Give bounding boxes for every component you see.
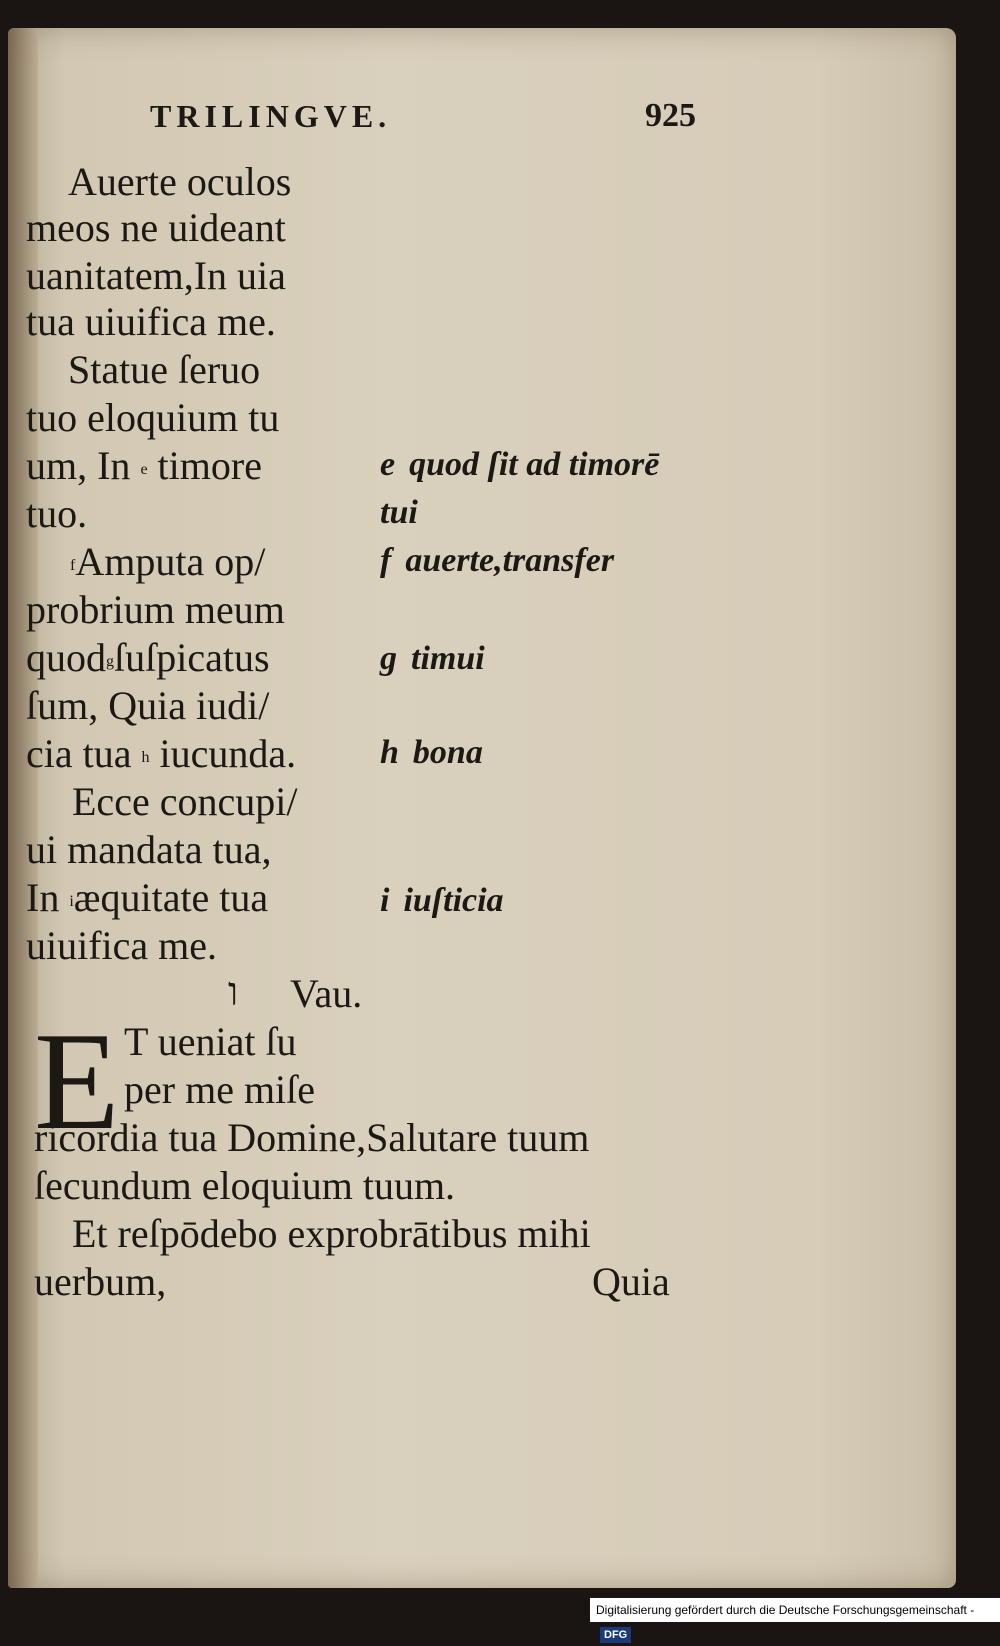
drop-cap: E	[34, 1004, 120, 1159]
text-line: ſecundum eloquium tuum.	[34, 1163, 456, 1208]
catchword: Quia	[592, 1259, 670, 1304]
marginal-gloss	[380, 494, 418, 532]
text-line: tuo.	[26, 491, 88, 536]
gloss-letter: i	[380, 882, 390, 919]
text-line: ſum, Quia iudi/	[26, 683, 270, 728]
gloss-text: iuſticia	[403, 882, 504, 919]
text-line: uanitatem,In uia	[26, 253, 286, 298]
note-marker: f	[70, 557, 76, 574]
text-fragment: quod	[26, 635, 106, 680]
text-fragment: Amputa op/	[75, 539, 266, 584]
marginal-gloss	[380, 542, 614, 580]
marginal-gloss	[380, 640, 485, 678]
hebrew-letter: ו	[228, 969, 239, 1014]
text-line: ui mandata tua,	[26, 827, 272, 872]
dfg-logo: DFG	[600, 1627, 631, 1643]
note-marker: e	[140, 461, 148, 478]
gloss-letter: e	[380, 446, 396, 483]
text-fragment: iucunda.	[159, 731, 297, 776]
text-fragment: æquitate tua	[73, 875, 269, 920]
footer-text: Digitalisierung gefördert durch die Deutsche Forschungsgemeinschaft -	[596, 1603, 975, 1617]
marginal-gloss	[380, 734, 483, 772]
text-fragment: cia tua	[26, 731, 132, 776]
text-line: Statue ſeruo	[68, 347, 261, 392]
note-marker: i	[69, 893, 74, 910]
text-line: Et reſpōdebo exprobrātibus mihi	[72, 1211, 591, 1256]
text-line	[26, 874, 268, 922]
note-marker: g	[106, 653, 114, 670]
text-line	[26, 730, 296, 778]
gloss-letter: h	[380, 734, 399, 771]
text-line: tua uiuifica me.	[26, 299, 276, 344]
text-line: Auerte oculos	[68, 159, 292, 204]
text-line	[26, 634, 270, 682]
text-fragment: ſuſpicatus	[114, 635, 270, 680]
text-fragment: timore	[157, 443, 262, 488]
text-line	[26, 442, 262, 490]
text-line: Ecce concupi/	[72, 779, 298, 824]
text-line: tuo eloquium tu	[26, 395, 280, 440]
page-number: 925	[645, 97, 696, 134]
gloss-text: auerte,transfer	[405, 542, 615, 579]
gloss-text: timui	[411, 640, 485, 677]
marginal-gloss	[380, 446, 659, 484]
gloss-text: bona	[412, 734, 483, 771]
note-marker: h	[141, 749, 150, 766]
gloss-letter: f	[380, 542, 392, 579]
text-fragment: um, In	[26, 443, 131, 488]
digitization-footer	[590, 1598, 1000, 1641]
text-line: meos ne uideant	[26, 205, 286, 250]
text-line: uerbum,	[34, 1259, 167, 1304]
text-fragment: In	[26, 875, 60, 920]
text-line: probrium meum	[26, 587, 285, 632]
text-line: ricordia tua Domine,Salutare tuum	[34, 1115, 590, 1160]
gloss-text: tui	[380, 494, 418, 531]
text-line: per me miſe	[124, 1067, 316, 1112]
section-title: Vau.	[290, 971, 363, 1016]
gloss-letter: g	[380, 640, 397, 677]
text-line: uiuifica me.	[26, 923, 218, 968]
gloss-text: quod ſit ad timorē	[409, 446, 660, 483]
marginal-gloss	[380, 882, 504, 920]
running-head: TRILINGVE.	[150, 98, 392, 134]
text-line	[70, 538, 265, 586]
text-line: T ueniat ſu	[124, 1019, 297, 1064]
